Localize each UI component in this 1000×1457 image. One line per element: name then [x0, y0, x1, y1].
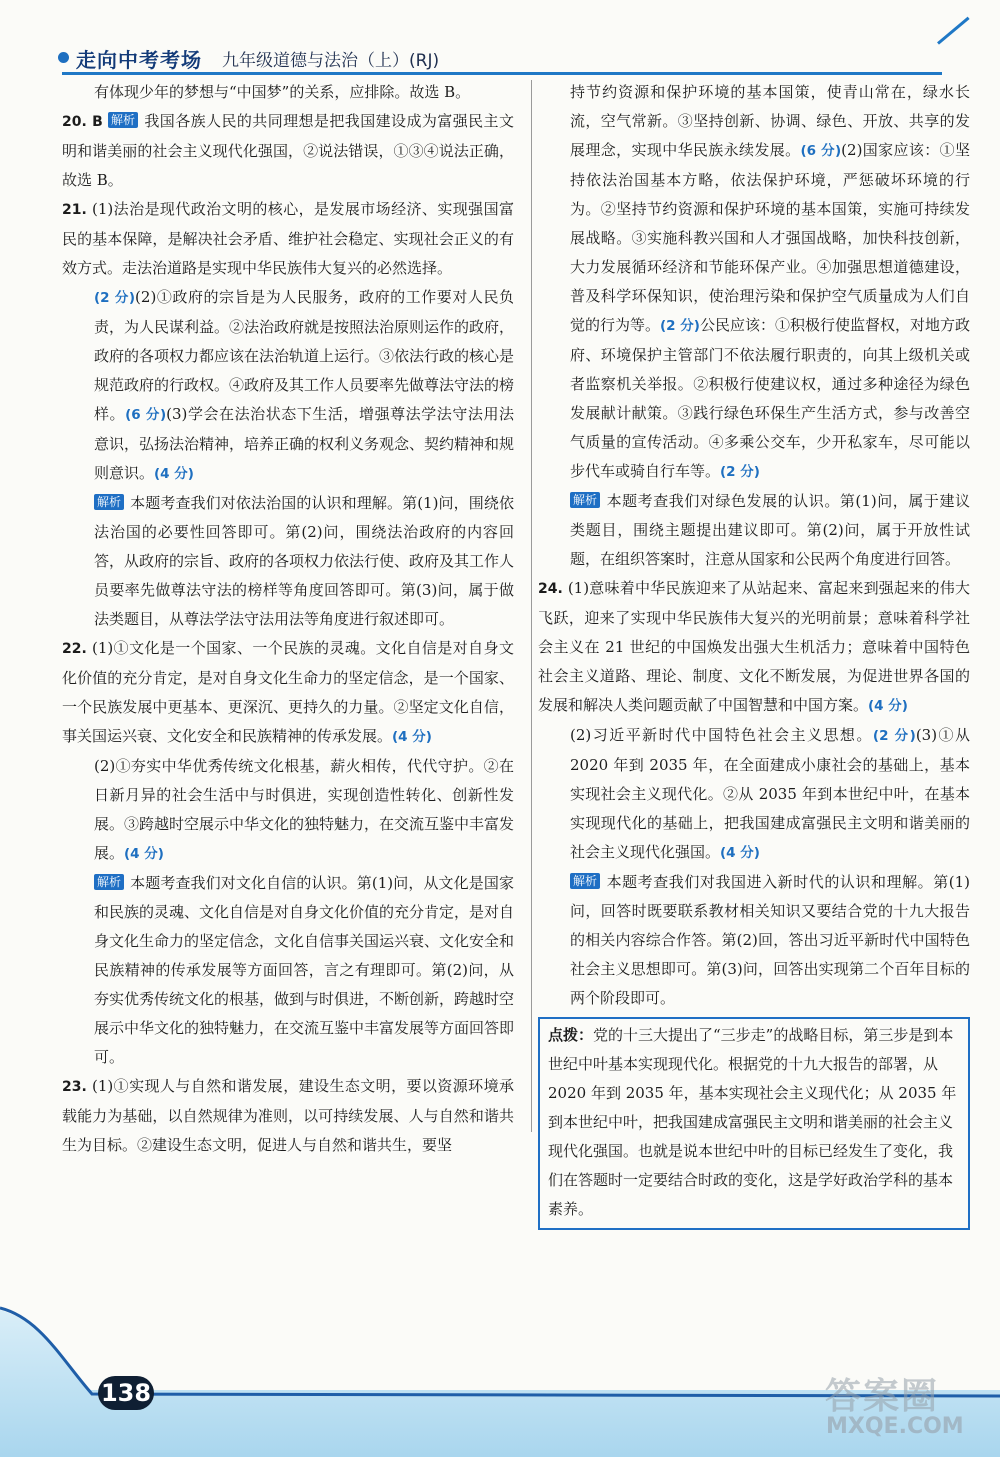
analysis-tag: 解析: [94, 494, 124, 510]
answer-text: (2)①政府的宗旨是为人民服务，政府的工作要对人民负责，为人民谋利益。②法治政府就是按照法治原则运作的政府，政府的各项权力都应该在法治轨道上运行。③依法行政的核心是规范政府的行政权。④政府及其工作人员要率先做尊法守法的榜样。: [94, 288, 515, 423]
watermark-logo: 答案圈: [825, 1376, 940, 1417]
answer-22-part1: [62, 634, 514, 752]
tip-label: 点拨：: [548, 1026, 594, 1044]
analysis-tag: 解析: [570, 492, 600, 508]
answer-text: (3)①从 2020 年到 2035 年，在全面建成小康社会的基础上，基本实现社会主义现代化。②从 2035 年到本世纪中叶，在基本实现现代化的基础上，把我国建成富强民主文明和谐美丽的社会主义现代化强国。: [570, 726, 971, 861]
answer-text: (2)①夯实中华优秀传统文化根基，薪火相传，代代守护。②在日新月异的社会生活中与时俱进，实现创造性转化、创新性发展。③跨越时空展示中华文化的独特魅力，在交流互鉴中丰富发展。: [94, 757, 515, 862]
tip-box: [538, 1017, 970, 1230]
question-number: 24.: [538, 581, 563, 597]
tip-text: 党的十三大提出了“三步走”的战略目标，第三步是到本世纪中叶基本实现现代化。根据党的十九大报告的部署，从 2020 年到 2035 年，基本实现社会主义现代化；从 2035 年到本世纪中叶，把我国建成富强民主文明和谐美丽的社会主义现代化强国。也就是说本世纪中叶的目标已经发生了变化，我们在答题时一定要结合时政的变化，这是学好政治学科的基本素养。: [548, 1026, 957, 1218]
question-number: 23.: [62, 1079, 87, 1095]
points-badge: (2 分): [720, 464, 760, 480]
answer-20: [62, 107, 514, 195]
points-badge: (4 分): [392, 729, 432, 745]
analysis-text: 本题考查我们对文化自信的认识。第(1)问，从文化是国家和民族的灵魂、文化自信是对自身文化价值的充分肯定，是对自身文化生命力的坚定信念，文化自信事关国运兴衰、文化安全和民族精神的传承发展等方面回答，言之有理即可。第(2)问，从夯实优秀传统文化的根基，做到与时俱进，不断创新，跨越时空展示中华文化的独特魅力，在交流互鉴中丰富发展等方面回答即可。: [94, 874, 515, 1066]
points-badge: (4 分): [124, 846, 164, 862]
analysis-text: 本题考查我们对绿色发展的认识。第(1)问，属于建议类题目，围绕主题提出建议即可。第(2)问，属于开放性试题，在组织答案时，注意从国家和公民两个角度进行回答。: [570, 492, 970, 568]
answer-22-part2: [62, 752, 514, 869]
analysis-24: [538, 868, 970, 1013]
answer-21-part1: [62, 195, 514, 283]
question-number: 20. B: [62, 114, 103, 130]
analysis-text: 本题考查我们对依法治国的认识和理解。第(1)问，围绕依法治国的必要性回答即可。第(2)问，围绕法治政府的内容回答，从政府的宗旨、政府的各项权力依法行使、政府及其工作人员要率先做尊法守法的榜样等角度回答即可。第(3)问，属于做法类题目，从尊法学法守法用法等角度进行叙述即可。: [94, 494, 515, 628]
points-badge: (4 分): [720, 845, 760, 861]
analysis-tag: 解析: [94, 874, 124, 890]
answer-21-part2: [62, 283, 514, 489]
answer-text: (1)①实现人与自然和谐发展，建设生态文明，要以资源环境承载能力为基础，以自然规律为准则，以可持续发展、人与自然和谐共生为目标。②建设生态文明，促进人与自然和谐共生，要坚: [62, 1077, 514, 1154]
analysis-21: [62, 489, 514, 634]
answer-24-part1: [538, 574, 970, 721]
points-badge: (6 分): [125, 407, 167, 423]
header-rule-slant: [937, 17, 970, 45]
analysis-tag: 解析: [570, 873, 600, 889]
points-badge: (2 分): [660, 318, 700, 334]
analysis-tag: 解析: [108, 112, 138, 128]
right-column: [538, 78, 970, 1230]
answer-text: 持节约资源和保护环境的基本国策，使青山常在，绿水长流，空气常新。③坚持创新、协调、绿色、开放、共享的发展理念，实现中华民族永续发展。: [570, 83, 970, 159]
answer-text: (2)国家应该：①坚持依法治国基本方略，依法保护环境，严惩破坏环境的行为。②坚持节约资源和保护环境的基本国策，实施可持续发展战略。③实施科教兴国和人才强国战略，加快科技创新，大力发展循环经济和节能环保产业。④加强思想道德建设，普及科学环保知识，使治理污染和保护空气质量成为人们自觉的行为等。: [570, 141, 970, 334]
answer-text: (1)意味着中华民族迎来了从站起来、富起来到强起来的伟大飞跃，迎来了实现中华民族伟大复兴的光明前景；意味着科学社会主义在 21 世纪的中国焕发出强大生机活力；意味着中国特色社会主义道路、理论、制度、文化不断发展，为促进世界各国的发展和解决人类问题贡献了中国智慧和中国方案。: [538, 579, 970, 714]
points-badge: (4 分): [868, 698, 908, 714]
answer-text: (1)①文化是一个国家、一个民族的灵魂。文化自信是对自身文化价值的充分肯定，是对自身文化生命力的坚定信念，是一个国家、一个民族发展中更基本、更深沉、更持久的力量。②坚定文化自信，事关国运兴衰、文化安全和民族精神的传承发展。: [62, 639, 514, 745]
book-subtitle: 九年级道德与法治（上）(RJ): [222, 51, 440, 71]
answer-23-continued: [538, 78, 970, 487]
points-badge: (2 分): [872, 728, 916, 744]
points-badge: (4 分): [154, 466, 194, 482]
bullet-dot-icon: [58, 52, 69, 63]
left-column: [62, 78, 514, 1160]
analysis-22: [62, 869, 514, 1072]
question-number: 21.: [62, 202, 87, 218]
column-divider: [531, 80, 532, 1132]
answer-text: (3)学会在法治状态下生活，增强尊法学法守法用法意识，弘扬法治精神，培养正确的权利义务观念、契约精神和规则意识。: [94, 405, 515, 482]
points-badge: (6 分): [800, 143, 842, 159]
header-rule: [62, 72, 942, 75]
analysis-23: [538, 487, 970, 574]
answer-text: 我国各族人民的共同理想是把我国建设成为富强民主文明和谐美丽的社会主义现代化强国，②说法错误，①③④说法正确，故选 B。: [62, 112, 514, 189]
question-number: 22.: [62, 641, 87, 657]
answer-text: (1)法治是现代政治文明的核心，是发展市场经济、实现强国富民的基本保障，是解决社会矛盾、维护社会稳定、实现社会正义的有效方式。走法治道路是实现中华民族伟大复兴的必然选择。: [62, 200, 514, 277]
points-badge: (2 分): [94, 290, 136, 306]
watermark-url: MXQE.COM: [826, 1414, 964, 1439]
continued-text: 有体现少年的梦想与“中国梦”的关系，应排除。故选 B。: [94, 83, 471, 101]
analysis-text: 本题考查我们对我国进入新时代的认识和理解。第(1)问，回答时既要联系教材相关知识又要结合党的十九大报告的相关内容综合作答。第(2)回，答出习近平新时代中国特色社会主义思想即可。第(3)问，回答出实现第二个百年目标的两个阶段即可。: [570, 873, 970, 1007]
answer-23-part1: [62, 1072, 514, 1160]
answer-text: (2)习近平新时代中国特色社会主义思想。: [570, 726, 873, 744]
answer-text: 公民应该：①积极行使监督权，对地方政府、环境保护主管部门不依法履行职责的，向其上级机关或者监察机关举报。②积极行使建议权，通过多种途径为绿色发展献计献策。③践行绿色环保生产生活方式，参与改善空气质量的宣传活动。④多乘公交车，少开私家车，尽可能以步代车或骑自行车等。: [570, 316, 970, 480]
book-brand: 走向中考考场: [76, 48, 202, 72]
page-number: 138: [98, 1376, 154, 1410]
answer-24-part2: [538, 721, 970, 868]
